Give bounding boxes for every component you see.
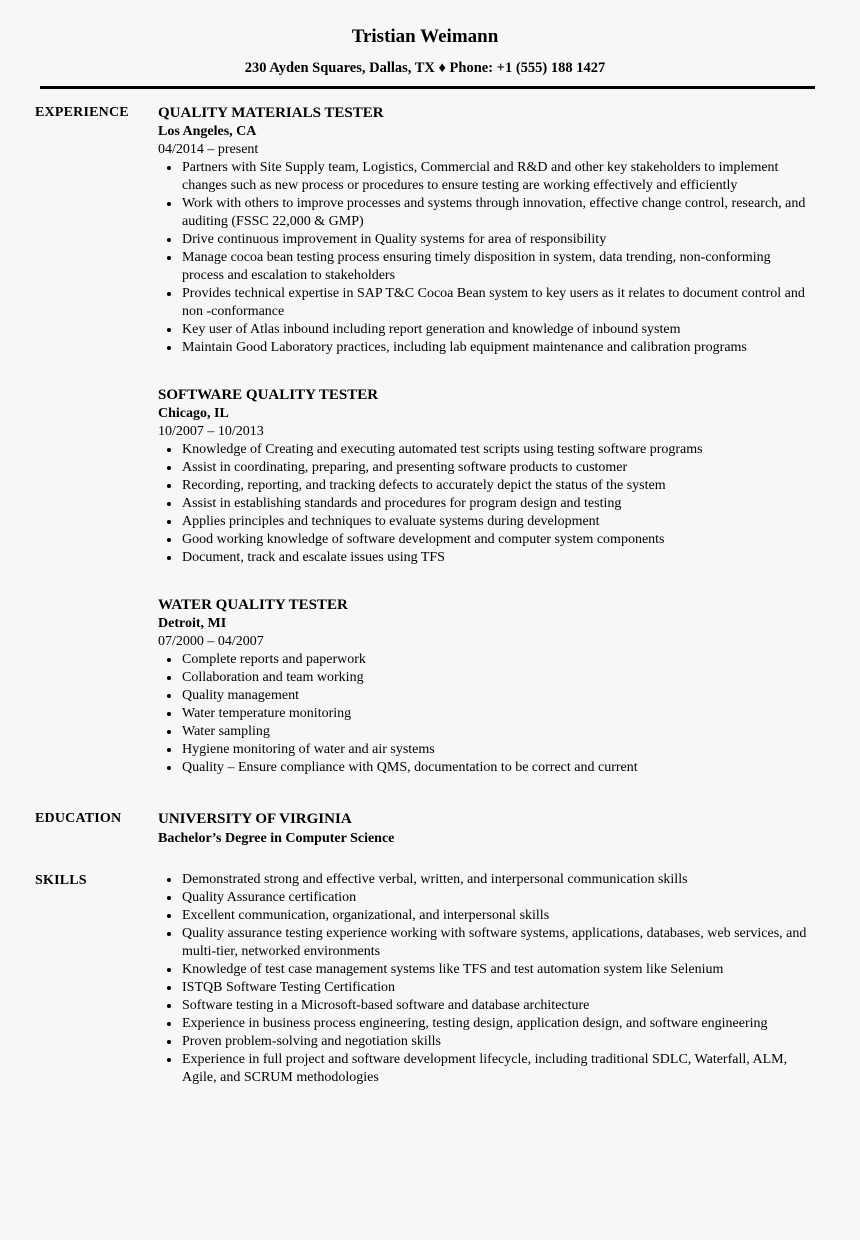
skills-section — [35, 871, 815, 1087]
bullet-item: • Knowledge of Creating and executing automated test scripts using testing software programs — [181, 441, 815, 459]
section-label-skills: SKILLS — [35, 873, 87, 888]
job-entry — [158, 385, 815, 567]
skills-bullets — [158, 871, 815, 1087]
degree-name: Bachelor’s Degree in Computer Science — [158, 831, 395, 846]
job-entry — [158, 103, 815, 357]
bullet-item: • Quality – Ensure compliance with QMS, documentation to be correct and current — [181, 759, 815, 777]
bullet-item: • Hygiene monitoring of water and air systems — [181, 741, 815, 759]
bullet-item: • Proven problem-solving and negotiation skills — [181, 1033, 815, 1051]
experience-section — [35, 103, 815, 777]
bullet-item: • Good working knowledge of software development and computer system components — [181, 531, 815, 549]
education-content — [158, 809, 815, 849]
header-divider — [40, 86, 815, 89]
bullet-item: • Quality Assurance certification — [181, 889, 815, 907]
job-dates: 04/2014 – present — [158, 142, 259, 157]
job-bullets — [158, 159, 815, 357]
bullet-item: • Assist in coordinating, preparing, and presenting software products to customer — [181, 459, 815, 477]
job-dates: 07/2000 – 04/2007 — [158, 634, 264, 649]
bullet-item: • Knowledge of test case management systems like TFS and test automation system like Selenium — [181, 961, 815, 979]
education-section — [35, 809, 815, 849]
bullet-item: • Manage cocoa bean testing process ensuring timely disposition in system, data trending, non-conforming process and escalation to stakeholders — [181, 249, 815, 285]
bullet-item: • Experience in business process engineering, testing design, application design, and software engineering — [181, 1015, 815, 1033]
resume-header — [35, 27, 815, 89]
section-label-experience: EXPERIENCE — [35, 105, 129, 120]
school-name: UNIVERSITY OF VIRGINIA — [158, 811, 352, 827]
bullet-item: • Work with others to improve processes and systems through innovation, effective change control, research, and auditing (FSSC 22,000 & GMP) — [181, 195, 815, 231]
bullet-item: • Document, track and escalate issues using TFS — [181, 549, 815, 567]
bullet-item: • Quality management — [181, 687, 815, 705]
job-bullets — [158, 651, 815, 777]
job-title: WATER QUALITY TESTER — [158, 597, 348, 613]
bullet-item: • Software testing in a Microsoft-based software and database architecture — [181, 997, 815, 1015]
job-location: Los Angeles, CA — [158, 124, 257, 139]
bullet-item: • Complete reports and paperwork — [181, 651, 815, 669]
bullet-item: • Partners with Site Supply team, Logistics, Commercial and R&D and other key stakeholders to implement changes such as new process or procedures to ensure testing are working effectively and efficiently — [181, 159, 815, 195]
job-dates: 10/2007 – 10/2013 — [158, 424, 264, 439]
job-location: Detroit, MI — [158, 616, 227, 631]
bullet-item: • ISTQB Software Testing Certification — [181, 979, 815, 997]
bullet-item: • Quality assurance testing experience working with software systems, applications, databases, web services, and multi-tier, networked environments — [181, 925, 815, 961]
bullet-item: • Demonstrated strong and effective verbal, written, and interpersonal communication skills — [181, 871, 815, 889]
bullet-item: • Collaboration and team working — [181, 669, 815, 687]
bullet-item: • Drive continuous improvement in Quality systems for area of responsibility — [181, 231, 815, 249]
job-title: SOFTWARE QUALITY TESTER — [158, 387, 379, 403]
section-label-education: EDUCATION — [35, 811, 122, 826]
job-title: QUALITY MATERIALS TESTER — [158, 105, 384, 121]
bullet-item: • Assist in establishing standards and procedures for program design and testing — [181, 495, 815, 513]
job-location: Chicago, IL — [158, 406, 229, 421]
skills-content — [158, 871, 815, 1087]
bullet-item: • Applies principles and techniques to evaluate systems during development — [181, 513, 815, 531]
bullet-item: • Maintain Good Laboratory practices, including lab equipment maintenance and calibration programs — [181, 339, 815, 357]
bullet-item: • Water sampling — [181, 723, 815, 741]
bullet-item: • Provides technical expertise in SAP T&C Cocoa Bean system to key users as it relates to document control and non -conformance — [181, 285, 815, 321]
person-name: Tristian Weimann — [351, 26, 499, 47]
bullet-item: • Key user of Atlas inbound including report generation and knowledge of inbound system — [181, 321, 815, 339]
bullet-item: • Excellent communication, organizational, and interpersonal skills — [181, 907, 815, 925]
job-bullets — [158, 441, 815, 567]
bullet-item: • Recording, reporting, and tracking defects to accurately depict the status of the system — [181, 477, 815, 495]
job-entry — [158, 595, 815, 777]
bullet-item: • Experience in full project and software development lifecycle, including traditional SDLC, Waterfall, ALM, Agile, and SCRUM methodologies — [181, 1051, 815, 1087]
contact-line: 230 Ayden Squares, Dallas, TX ♦ Phone: +1 (555) 188 1427 — [244, 60, 606, 76]
bullet-item: • Water temperature monitoring — [181, 705, 815, 723]
experience-content — [158, 103, 815, 777]
